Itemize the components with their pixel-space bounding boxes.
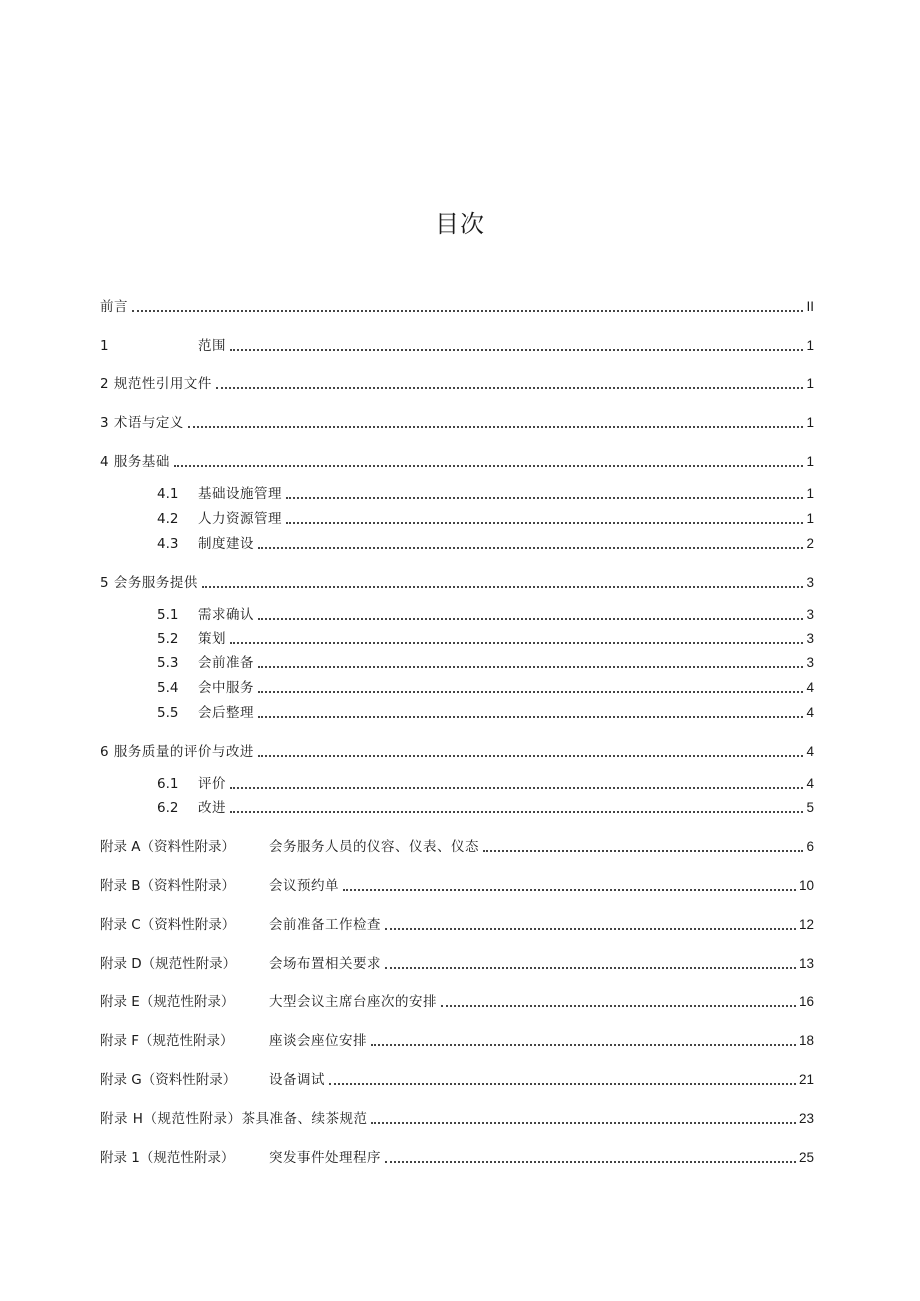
toc-page-number: 18 [798, 1033, 814, 1048]
toc-entry-6-2[interactable] [157, 798, 814, 818]
toc-entry-title: 座谈会座位安排 [269, 1033, 367, 1049]
toc-entry-quality-evaluation[interactable] [100, 742, 814, 762]
dot-leader [230, 810, 803, 813]
toc-page-number: 3 [806, 575, 814, 590]
dot-leader [385, 1160, 796, 1163]
toc-entry-appendix-c[interactable] [100, 915, 814, 935]
toc-page-number: 3 [806, 631, 814, 646]
toc-entry-title: 会中服务 [198, 680, 254, 696]
toc-entry-appendix-f[interactable] [100, 1031, 814, 1051]
dot-leader [258, 690, 803, 693]
toc-entry-title: 附录 H（规范性附录）茶具准备、续茶规范 [100, 1111, 368, 1127]
toc-entry-5-3[interactable] [157, 653, 814, 673]
toc-page-number: 1 [806, 338, 814, 353]
toc-page-number: 6 [806, 839, 814, 854]
toc-entry-title: 5 会务服务提供 [100, 575, 198, 591]
toc-entry-title: 会议预约单 [269, 878, 339, 894]
dot-leader [188, 425, 804, 428]
toc-section-number: 5.2 [157, 631, 179, 647]
toc-section-number: 1 [100, 338, 109, 354]
dot-leader [371, 1121, 796, 1124]
toc-entry-title: 会后整理 [198, 705, 254, 721]
toc-entry-title: 前言 [100, 299, 128, 315]
toc-page-number: 10 [798, 878, 814, 893]
toc-section-number: 4.1 [157, 486, 179, 502]
toc-page-number: 2 [806, 536, 814, 551]
toc-entry-title: 会务服务人员的仪容、仪表、仪态 [269, 839, 479, 855]
toc-entry-title: 需求确认 [198, 607, 254, 623]
dot-leader [230, 348, 803, 351]
toc-entry-title: 会前准备 [198, 655, 254, 671]
toc-section-number: 5.3 [157, 655, 179, 671]
toc-entry-title: 3 术语与定义 [100, 415, 184, 431]
toc-entry-5-1[interactable] [157, 605, 814, 625]
toc-appendix-label: 附录 F（规范性附录） [100, 1033, 234, 1049]
toc-entry-title: 改进 [198, 800, 226, 816]
toc-page-number: 4 [806, 705, 814, 720]
toc-entry-appendix-1[interactable] [100, 1148, 814, 1168]
dot-leader [329, 1082, 796, 1085]
dot-leader [441, 1004, 796, 1007]
toc-section-number: 6.1 [157, 776, 179, 792]
toc-entry-preface[interactable] [100, 297, 814, 317]
toc-appendix-label: 附录 C（资料性附录） [100, 917, 236, 933]
toc-page-number: 4 [806, 744, 814, 759]
toc-page-number: 3 [806, 607, 814, 622]
toc-entry-service-provision[interactable] [100, 573, 814, 593]
toc-entry-appendix-e[interactable] [100, 992, 814, 1012]
toc-page-number: 1 [806, 454, 814, 469]
toc-section-number: 5.1 [157, 607, 179, 623]
toc-page-number: 1 [806, 486, 814, 501]
dot-leader [230, 786, 803, 789]
toc-entry-appendix-h[interactable] [100, 1109, 814, 1129]
toc-page-number: 25 [798, 1150, 814, 1165]
toc-entry-terms[interactable] [100, 413, 814, 433]
toc-entry-title: 范围 [198, 338, 226, 354]
toc-entry-title: 人力资源管理 [198, 511, 282, 527]
toc-section-number: 4.2 [157, 511, 179, 527]
toc-section-number: 5.4 [157, 680, 179, 696]
toc-appendix-label: 附录 1（规范性附录） [100, 1150, 235, 1166]
toc-entry-5-2[interactable] [157, 629, 814, 649]
toc-page-number: 4 [806, 680, 814, 695]
toc-entry-title: 制度建设 [198, 536, 254, 552]
toc-page-number: 13 [798, 956, 814, 971]
toc-entry-title: 评价 [198, 776, 226, 792]
toc-appendix-label: 附录 B（资料性附录） [100, 878, 236, 894]
toc-entry-title: 突发事件处理程序 [269, 1150, 381, 1166]
dot-leader [258, 617, 803, 620]
toc-entry-title: 2 规范性引用文件 [100, 376, 212, 392]
toc-entry-appendix-d[interactable] [100, 954, 814, 974]
toc-entry-service-basis[interactable] [100, 452, 814, 472]
toc-entry-4-2[interactable] [157, 509, 814, 529]
toc-appendix-label: 附录 E（规范性附录） [100, 994, 235, 1010]
page-title: 目次 [435, 210, 485, 238]
toc-page-number: 16 [798, 994, 814, 1009]
toc-page-number: 1 [806, 415, 814, 430]
dot-leader [202, 585, 804, 588]
toc-entry-4-1[interactable] [157, 484, 814, 504]
toc-entry-title: 会前准备工作检查 [269, 917, 381, 933]
dot-leader [230, 641, 803, 644]
toc-entry-title: 策划 [198, 631, 226, 647]
toc-page-number: 3 [806, 655, 814, 670]
toc-entry-title: 大型会议主席台座次的安排 [269, 994, 437, 1010]
dot-leader [286, 496, 803, 499]
toc-page-number: 1 [806, 376, 814, 391]
dot-leader [343, 888, 796, 891]
dot-leader [216, 386, 804, 389]
toc-section-number: 5.5 [157, 705, 179, 721]
toc-page-number: 4 [806, 776, 814, 791]
dot-leader [174, 464, 804, 467]
toc-entry-title: 会场布置相关要求 [269, 956, 381, 972]
toc-entry-title: 4 服务基础 [100, 454, 170, 470]
toc-entry-references[interactable] [100, 374, 814, 394]
toc-entry-scope[interactable] [100, 336, 814, 356]
toc-entry-appendix-b[interactable] [100, 876, 814, 896]
toc-page-number: 23 [798, 1111, 814, 1126]
toc-appendix-label: 附录 G（资料性附录） [100, 1072, 237, 1088]
toc-page-number: II [806, 299, 814, 314]
toc-page-number: 21 [798, 1072, 814, 1087]
dot-leader [483, 849, 803, 852]
toc-entry-appendix-a[interactable] [100, 837, 814, 857]
dot-leader [258, 546, 803, 549]
toc-appendix-label: 附录 D（规范性附录） [100, 956, 237, 972]
toc-page-number: 5 [806, 800, 814, 815]
toc-entry-4-3[interactable] [157, 534, 814, 554]
dot-leader [258, 665, 803, 668]
toc-section-number: 6.2 [157, 800, 179, 816]
dot-leader [258, 754, 804, 757]
toc-section-number: 4.3 [157, 536, 179, 552]
toc-entry-title: 基础设施管理 [198, 486, 282, 502]
dot-leader [371, 1043, 796, 1046]
toc-appendix-label: 附录 A（资料性附录） [100, 839, 236, 855]
toc-entry-title: 设备调试 [269, 1072, 325, 1088]
dot-leader [385, 966, 796, 969]
toc-page-number: 12 [798, 917, 814, 932]
dot-leader [286, 521, 803, 524]
toc-entry-title: 6 服务质量的评价与改进 [100, 744, 254, 760]
toc-page-number: 1 [806, 511, 814, 526]
toc-entry-appendix-g[interactable] [100, 1070, 814, 1090]
toc-entry-5-4[interactable] [157, 678, 814, 698]
toc-entry-5-5[interactable] [157, 703, 814, 723]
dot-leader [132, 309, 803, 312]
toc-entry-6-1[interactable] [157, 774, 814, 794]
dot-leader [258, 715, 803, 718]
dot-leader [385, 927, 796, 930]
